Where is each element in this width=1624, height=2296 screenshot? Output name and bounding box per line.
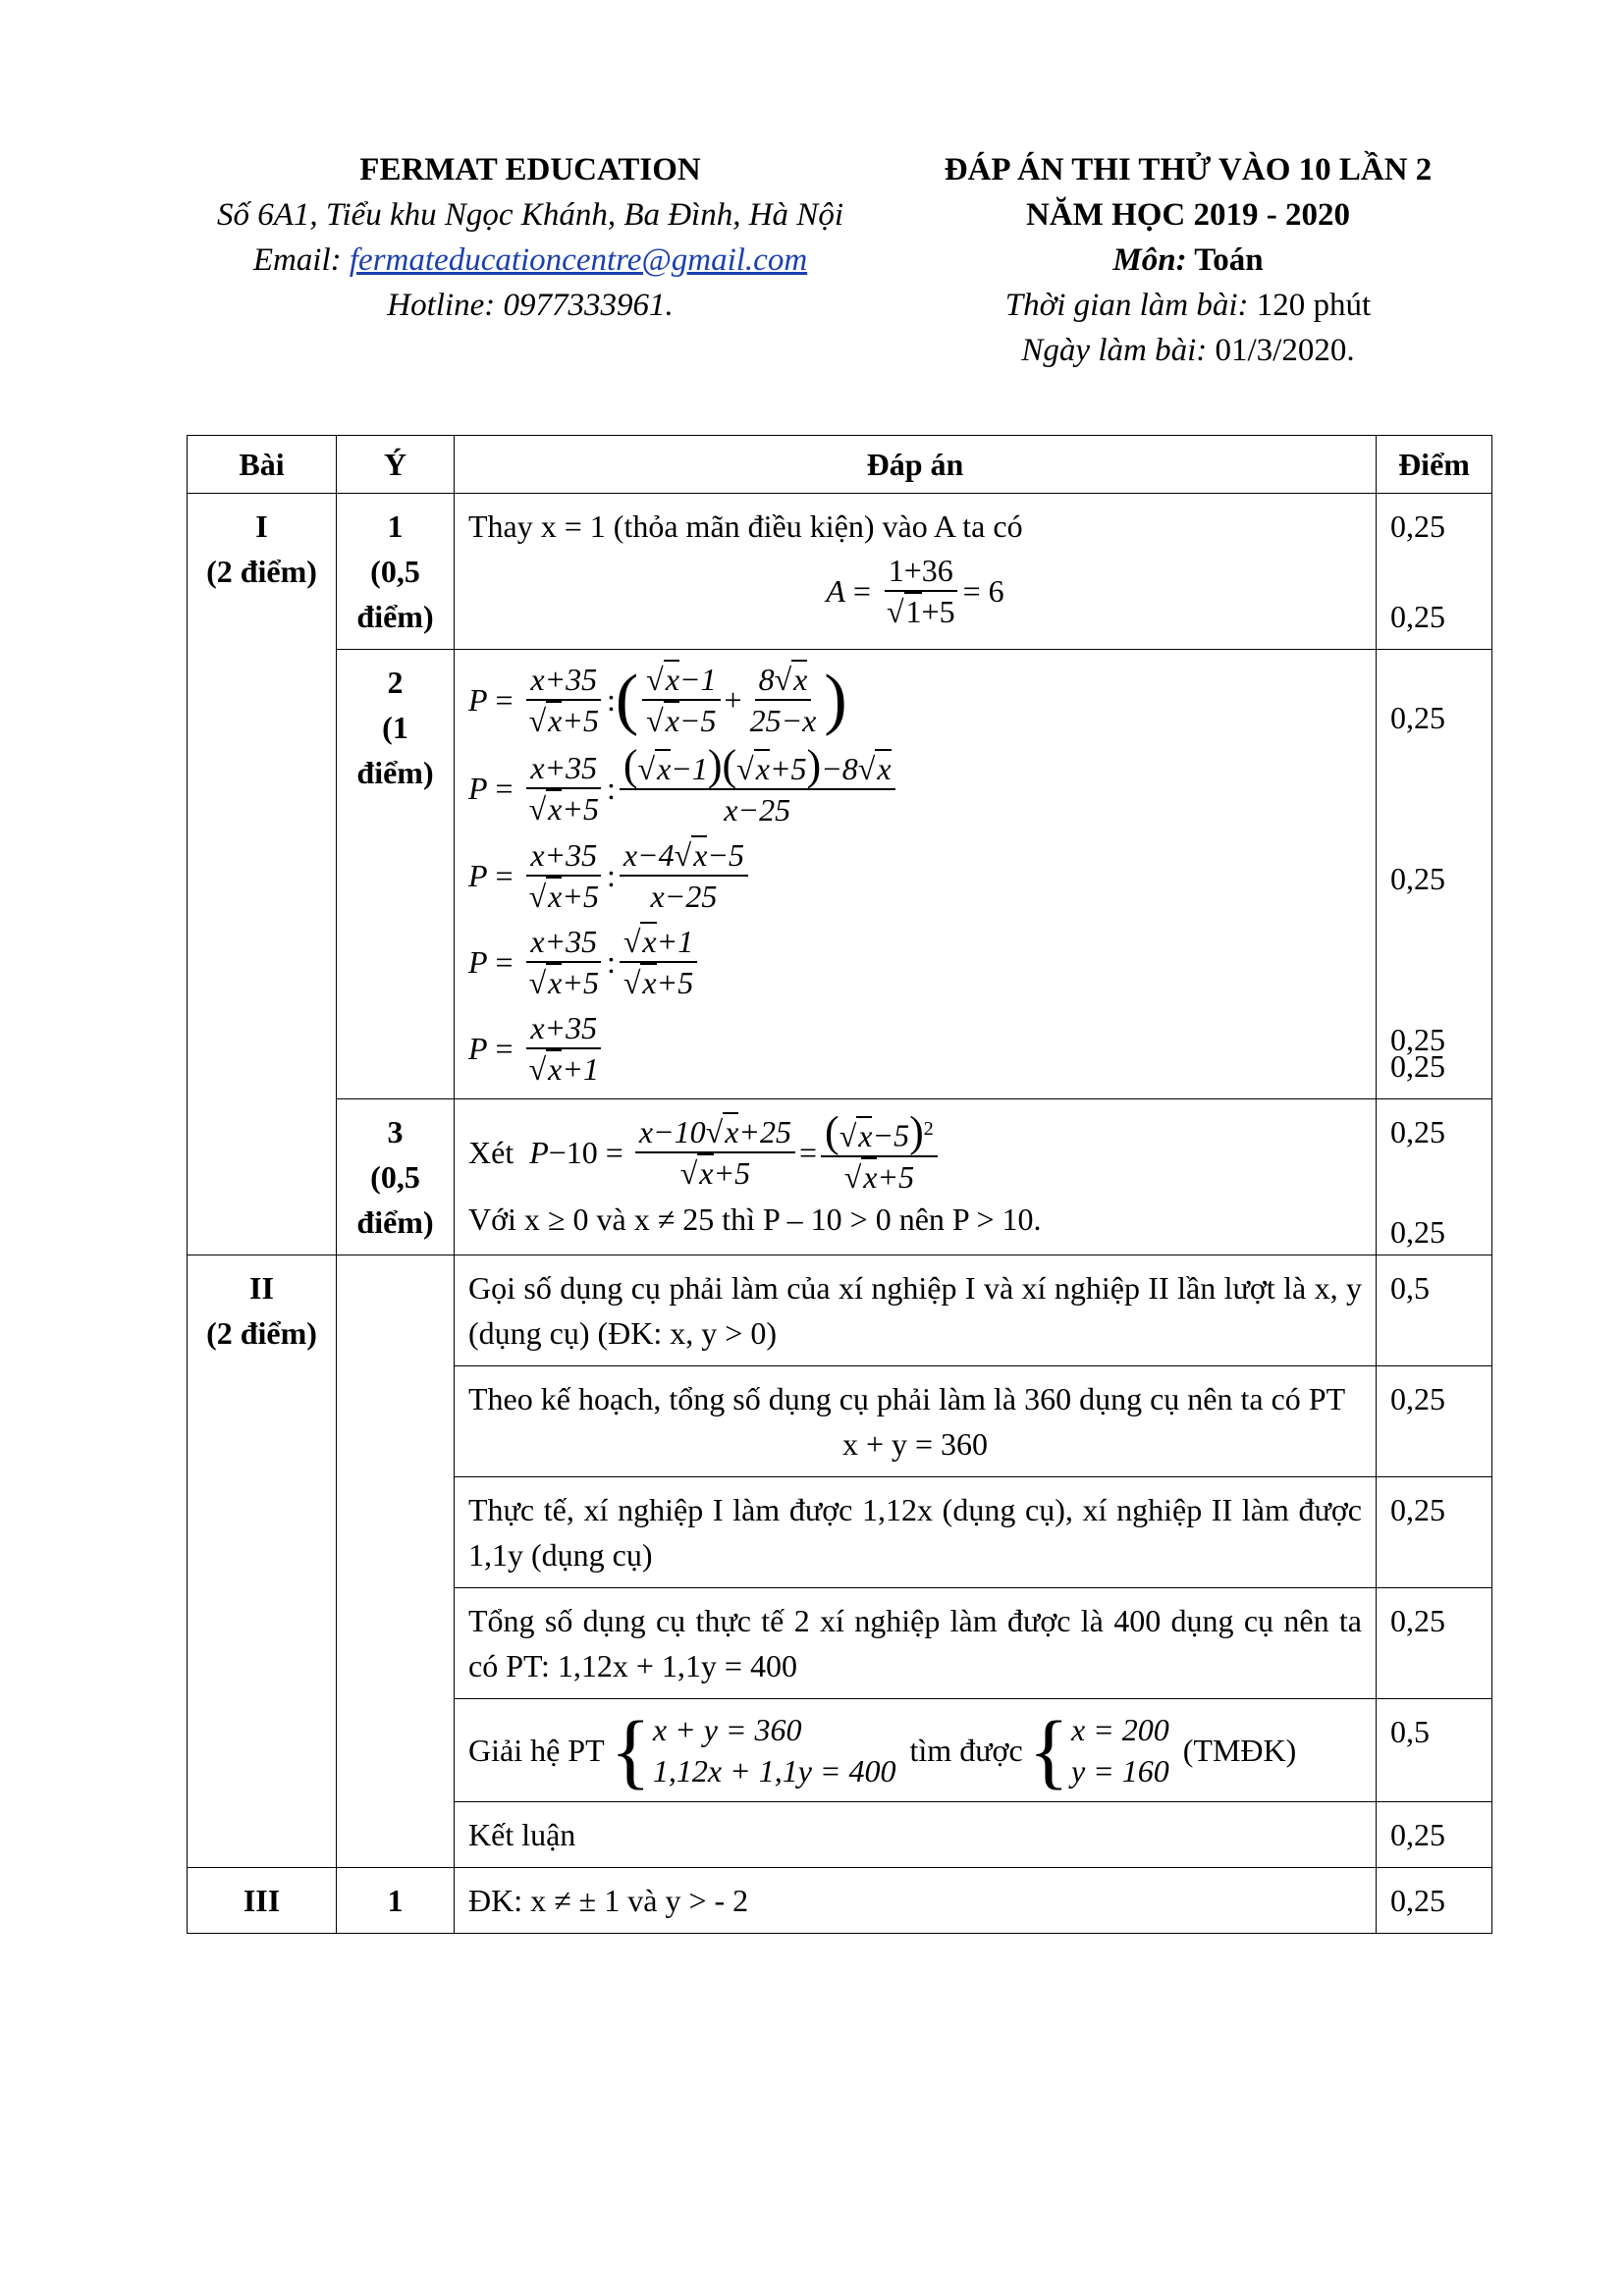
score: 0,25 [1390,700,1445,735]
header-diem: Điểm [1377,436,1492,494]
score: 0,25 [1390,1022,1445,1057]
formula: P = x+35 √ x+5 : ( √ x−1 √ x−5 + $\frac{8√ x}{25-x}$ ) [468,660,1362,740]
hotline: Hotline: 0977333961. [387,288,674,323]
score: 0,5 [1390,1714,1430,1749]
email-label: Email: [252,242,350,278]
score-cell [1377,1366,1492,1477]
date-line [903,328,1473,373]
answer-text: Giải hệ PT [468,1733,605,1768]
answer-cell [455,1699,1377,1802]
date-label: Ngày làm bài: [1021,333,1208,368]
table-row [188,1255,1492,1366]
bai-cell [188,494,337,1255]
y-number: 3 [387,1114,404,1149]
header-right [903,147,1473,373]
score-cell [1377,494,1492,650]
answer-text: Kết luận [468,1817,576,1852]
score-cell [1377,1699,1492,1802]
table-row [188,1868,1492,1934]
bai-points: (2 điểm) [206,1315,317,1351]
formula: P = x+35 √ x+1 [468,1008,1362,1089]
org-name: FERMAT EDUCATION [359,152,701,187]
score: 0,25 [1390,1214,1445,1250]
y-number: 2 [387,665,404,700]
time-label: Thời gian làm bài: [1004,288,1249,323]
answer-cell [455,650,1377,1099]
answer-cell [455,1588,1377,1699]
score-cell [1377,1588,1492,1699]
bai-points: (2 điểm) [206,554,317,589]
header-dap-an: Đáp án [455,436,1377,494]
formula: Xét P −10 = x−10√ x+25 √ x+5 = (√ x−5)$^2$ √ x+5 [468,1109,1362,1197]
time-line [903,283,1473,328]
score-cell [1377,1868,1492,1934]
bai-cell [188,1868,337,1934]
date: 01/3/2020. [1207,333,1355,368]
score-cell [1377,1099,1492,1255]
formula: P = x+35 √ x+5 : $\frac{(√ x-1)(√ x+5)-8√ x}{x-25}$ [468,746,1362,829]
header-y: Ý [337,436,455,494]
score: 0,25 [1390,1381,1445,1416]
score: 0,25 [1390,1817,1445,1852]
score-cell [1377,650,1492,1099]
score: 0,25 [1390,1114,1445,1149]
y-number: 1 [387,508,404,544]
subject-line [903,238,1473,283]
answer-cell [455,1802,1377,1868]
system-equations: { x + y = 360 1,12x + 1,1y = 400 [610,1703,896,1797]
y-cell [337,1868,455,1934]
answer-text: tìm được [909,1733,1023,1768]
answer-table [187,435,1492,1934]
answer-cell [455,1477,1377,1588]
answer-text: Theo kế hoạch, tổng số dụng cụ phải làm là 360 dụng cụ nên ta có PT [468,1381,1346,1416]
bai-label: III [243,1883,281,1918]
table-row [188,650,1492,1099]
bai-label: I [255,508,268,544]
answer-text: Gọi số dụng cụ phải làm của xí nghiệp I và xí nghiệp II lần lượt là x, y (dụng cụ) (ĐK: x, y > 0) [468,1270,1362,1351]
answer-cell [455,494,1377,650]
score-cell [1377,1255,1492,1366]
table-row [188,494,1492,650]
score: 0,25 [1390,1603,1445,1638]
answer-text: (TMĐK) [1182,1733,1297,1768]
email-line [177,238,884,283]
system-line [468,1703,1362,1797]
school-year: NĂM HỌC 2019 - 2020 [1026,197,1350,233]
answer-text: Thay x = 1 (thỏa mãn điều kiện) vào A ta có [468,508,1023,544]
answer-text: Với x ≥ 0 và x ≠ 25 thì P – 10 > 0 nên P > 10. [468,1201,1042,1237]
header-bai: Bài [188,436,337,494]
score-cell [1377,1477,1492,1588]
answer-cell [455,1366,1377,1477]
system-solution: { x = 200 y = 160 [1028,1703,1169,1797]
address: Số 6A1, Tiểu khu Ngọc Khánh, Ba Đình, Hà Nội [217,197,843,233]
score: 0,25 [1390,599,1445,634]
y-cell [337,1255,455,1868]
answer-text: Tổng số dụng cụ thực tế 2 xí nghiệp làm được là 400 dụng cụ nên ta có PT: 1,12x + 1,1y = 400 [468,1603,1362,1683]
formula: A = 1+36 √ 1+5 = 6 [468,551,1362,631]
answer-cell [455,1255,1377,1366]
y-points: (0,5 điểm) [356,1159,434,1240]
formula: P = x+35 √ x+5 : $\frac{x-4√ x-5}{x-25}$ [468,835,1362,916]
score: 0,25 [1390,1883,1445,1918]
table-header-row [188,436,1492,494]
xet-label: Xét [468,1135,514,1171]
y-cell [337,1099,455,1255]
score: 0,25 [1390,861,1445,896]
y-number: 1 [387,1883,404,1918]
y-points: (0,5 điểm) [356,554,434,634]
answer-cell [455,1868,1377,1934]
answer-text: ĐK: x ≠ ± 1 và y > - 2 [468,1883,749,1918]
exam-title: ĐÁP ÁN THI THỬ VÀO 10 LẦN 2 [944,152,1433,187]
score: 0,5 [1390,1270,1430,1306]
time: 120 phút [1248,288,1372,323]
equation: x + y = 360 [841,1426,989,1462]
formula: P = x+35 √ x+5 : √ x+1 √ x+5 [468,922,1362,1002]
y-points: (1 điểm) [356,710,434,790]
score: 0,25 [1390,1492,1445,1527]
table-row [188,1099,1492,1255]
y-cell [337,650,455,1099]
score: 0,25 [1390,508,1445,544]
bai-cell [188,1255,337,1868]
bai-label: II [249,1270,274,1306]
answer-text: Thực tế, xí nghiệp I làm được 1,12x (dụng cụ), xí nghiệp II làm được 1,1y (dụng cụ) [468,1492,1362,1573]
subject-label: Môn: [1112,242,1187,278]
y-cell [337,494,455,650]
header-left [177,147,884,328]
score-cell [1377,1802,1492,1868]
email-link[interactable]: fermateducationcentre@gmail.com [349,242,808,278]
score: 0,25 [1390,1048,1445,1084]
subject: Toán [1186,242,1264,278]
answer-cell [455,1099,1377,1255]
